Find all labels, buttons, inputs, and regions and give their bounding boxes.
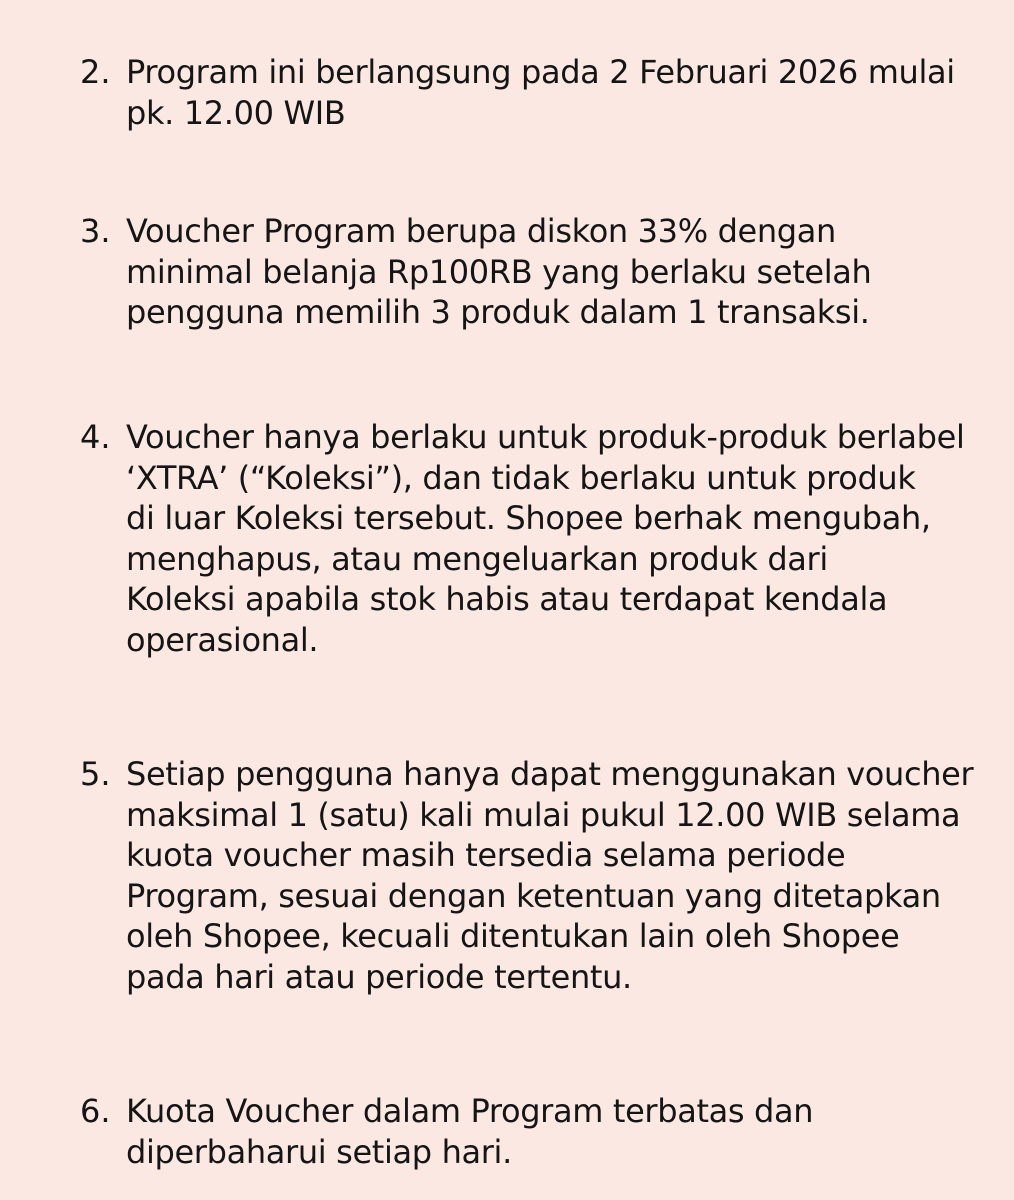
term-line: Voucher Program berupa diskon 33% dengan <box>126 212 836 250</box>
term-line: maksimal 1 (satu) kali mulai pukul 12.00 WIB selama <box>126 795 961 834</box>
term-line: oleh Shopee, kecuali ditentukan lain oleh Shopee <box>126 917 900 955</box>
term-line: menghapus, atau mengeluarkan produk dari <box>126 539 828 578</box>
term-line: minimal belanja Rp100RB yang berlaku setelah <box>126 252 872 291</box>
term-line: Kuota Voucher dalam Program terbatas dan <box>126 1092 814 1130</box>
term-line: ‘XTRA’ (“Koleksi”), dan tidak berlaku untuk produk <box>126 458 916 497</box>
term-line: pk. 12.00 WIB <box>126 93 346 132</box>
term-text <box>126 211 1006 333</box>
term-text <box>126 52 1006 133</box>
term-number: 3. <box>80 212 111 250</box>
term-line: Setiap pengguna hanya dapat menggunakan voucher <box>126 755 974 793</box>
term-line: diperbaharui setiap hari. <box>126 1132 512 1171</box>
term-line: Voucher hanya berlaku untuk produk-produk berlabel <box>126 418 965 456</box>
term-line: pengguna memilih 3 produk dalam 1 transaksi. <box>126 293 870 331</box>
term-number: 6. <box>80 1092 111 1130</box>
term-line: operasional. <box>126 620 319 659</box>
term-line: Program ini berlangsung pada 2 Februari 2026 mulai <box>126 53 955 91</box>
term-number: 4. <box>80 418 111 456</box>
term-line: pada hari atau periode tertentu. <box>126 957 632 996</box>
term-line: di luar Koleksi tersebut. Shopee berhak mengubah, <box>126 499 931 537</box>
term-line: kuota voucher masih tersedia selama periode <box>126 836 846 874</box>
term-line: Program, sesuai dengan ketentuan yang ditetapkan <box>126 876 941 915</box>
term-text <box>126 754 1006 997</box>
term-text <box>126 417 1006 660</box>
term-number: 5. <box>80 755 111 793</box>
term-line: Koleksi apabila stok habis atau terdapat kendala <box>126 580 888 618</box>
term-text <box>126 1091 1006 1172</box>
term-number: 2. <box>80 53 111 91</box>
